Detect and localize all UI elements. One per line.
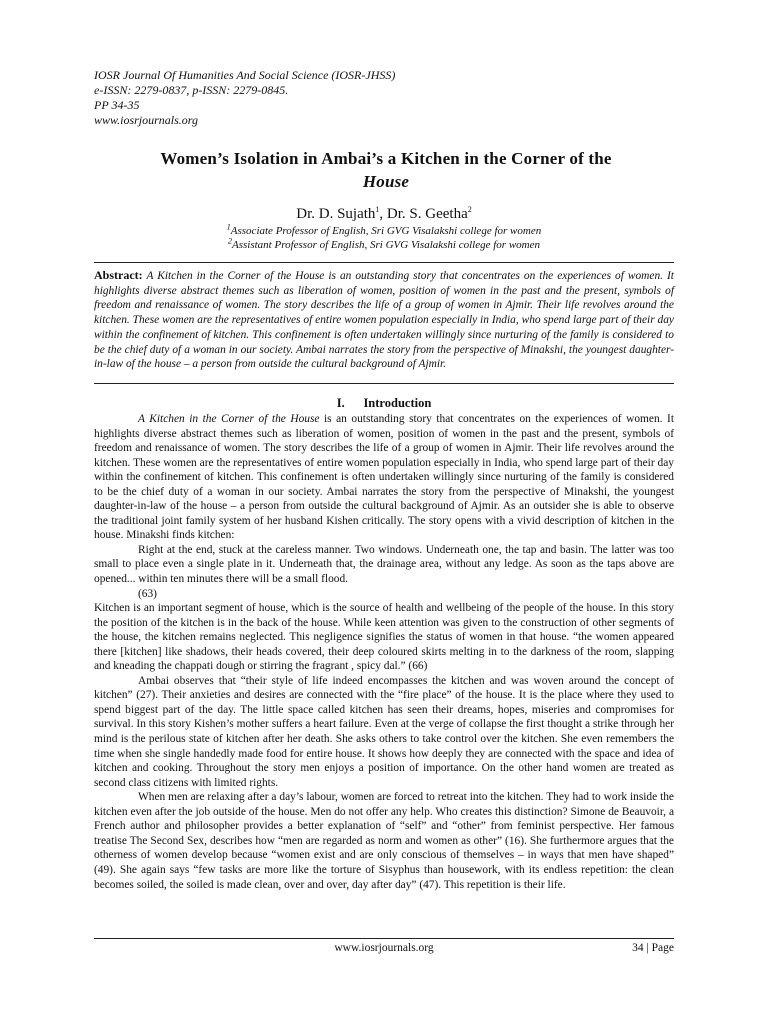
- footer-rule: [94, 938, 674, 939]
- abstract-label: Abstract:: [94, 268, 143, 282]
- abstract-text: A Kitchen in the Corner of the House is an outstanding story that concentrates on the experiences of women. It highlights diverse abstract themes such as liberation of women, position of women in the past and the present, symbols of freedom and renaissance of women. The story describes the life of a group of women in Ajmir. Their life revolves around the kitchen. These women are the representatives of entire women population especially in India, who spend large part of their day within the confinement of kitchen. This confinement is often undertaken willingly since nurturing of the family is considered to be the chief duty of a woman in our society. Ambai narrates the story from the perspective of Minakshi, the youngest daughter-in-law of the house – a person from outside the cultural background of Ajmir.: [94, 270, 674, 371]
- journal-website[interactable]: www.iosrjournals.org: [94, 113, 199, 127]
- abstract-bottom-rule: [94, 383, 674, 384]
- journal-name: IOSR Journal Of Humanities And Social Science (IOSR-JHSS): [94, 68, 396, 82]
- footer-url[interactable]: www.iosrjournals.org: [334, 942, 434, 954]
- paragraph-3: Ambai observes that “their style of life indeed encompasses the kitchen and was woven around the concept of kitchen” (27). Their anxieties and desires are connected with the “fire place” of the house. It is the place where they used to spend biggest part of the day. The little space called kitchen has seen their dreams, hopes, miseries and compromises for survival. In this story Kishen’s mother suffers a heart failure. Even at the verge of collapse the first thought a strike through her mind is the perilous state of kitchen after her death. She asks others to take control over the kitchen. She even remembers the time when she single handedly made food for entire house. It shows how deeply they are connected with the space and idea of kitchen and cooking. Throughout the story men enjoys a position of importance. On the other hand women are treated as second class citizens with limited rights.: [94, 674, 674, 789]
- journal-header: [94, 68, 395, 128]
- section-heading: I. Introduction: [336, 396, 432, 410]
- paragraph-intro-text: is an outstanding story that concentrates on the experiences of women. It highlights diverse abstract themes such as liberation of women, position of women in the past and the present, symbols of freedom and renaissance of women. The story describes the life of a group of women in Ajmir. Their life revolves around the kitchen. These women are the representatives of entire women population especially in India, who spend large part of their day within the confinement of kitchen. This confinement is often undertaken willingly since nurturing of the family is considered to be the chief duty of a woman in our society. Ambai narrates the story from the perspective of Minakshi, the youngest daughter-in-law of the house – a person from outside the cultural background of Ajmir. As an outsider she is able to observe the traditional joint family system of her husband Kishen critically. The story opens with a vivid description of kitchen in the house. Minakshi finds kitchen:: [94, 413, 674, 542]
- affiliation-2-sup: 2: [228, 236, 232, 246]
- journal-issn: e-ISSN: 2279-0837, p-ISSN: 2279-0845.: [94, 83, 289, 97]
- title-italic: House: [362, 172, 410, 191]
- paragraph-intro: [94, 412, 674, 543]
- author-1-sup: 1: [375, 205, 380, 214]
- block-quote: Right at the end, stuck at the careless manner. Two windows. Underneath one, the tap and basin. The latter was too small to place even a single plate in it. Underneath that, the drainage area, without any ledge. As soon as the taps above are opened... within ten minutes there will be a small flood.: [94, 543, 674, 586]
- paragraph-4: When men are relaxing after a day’s labour, women are forced to retreat into the kitchen. They had to work inside the kitchen even after the job outside of the house. Men do not offer any help. Who creates this distinction? Simone de Beauvoir, a French author and philosopher provides a better explanation of “self” and “other” from feminist perspective. Her famous treatise The Second Sex, describes how “men are regarded as norm and women as other” (16). She furthermore argues that the otherness of women develop because “women exist and are only conscious of themselves – in ways that men have shaped” (49). She again says “few tasks are more like the torture of Sisyphus than housework, with its endless repetition: the clean becomes soiled, the soiled is made clean, over and over, day after day” (47). This repetition is their life.: [94, 791, 674, 891]
- quote-citation: (63): [138, 587, 157, 600]
- footer-page-number: 34 | Page: [632, 942, 674, 954]
- abstract-top-rule: [94, 262, 674, 263]
- affiliation-1-text: Associate Professor of English, Sri GVG Visalakshi college for women: [230, 225, 542, 237]
- affiliation-1: [0, 224, 768, 238]
- author-2-sup: 2: [467, 205, 472, 214]
- paper-title: [90, 147, 682, 193]
- author-1: Dr. D. Sujath: [296, 206, 376, 222]
- journal-pages: PP 34-35: [94, 98, 140, 112]
- paragraph-2: Kitchen is an important segment of house, which is the source of health and wellbeing of the people of the house. In this story the position of the kitchen is in the back of the house. While keen attention was given to the construction of other segments of the house, the kitchen remains neglected. This negligence signifies the status of women in that house. “the women appeared there [kitchen] like shadows, their heads covered, their deep coloured skirts melting in to the darkness of the room, slapping and kneading the chappati dough or stirring the fragrant , spicy dal.” (66): [94, 602, 674, 673]
- affiliation-2: [0, 238, 768, 252]
- title-main: Women’s Isolation in Ambai’s a Kitchen in the Corner of the: [160, 149, 612, 168]
- affiliation-2-text: Assistant Professor of English, Sri GVG Visalakshi college for women: [232, 239, 540, 251]
- affiliation-1-sup: 1: [226, 222, 231, 232]
- author-2: , Dr. S. Geetha: [379, 206, 468, 222]
- body-text: [94, 412, 674, 892]
- abstract-block: [94, 268, 674, 372]
- author-line: [0, 205, 768, 223]
- story-title: A Kitchen in the Corner of the House: [138, 413, 320, 425]
